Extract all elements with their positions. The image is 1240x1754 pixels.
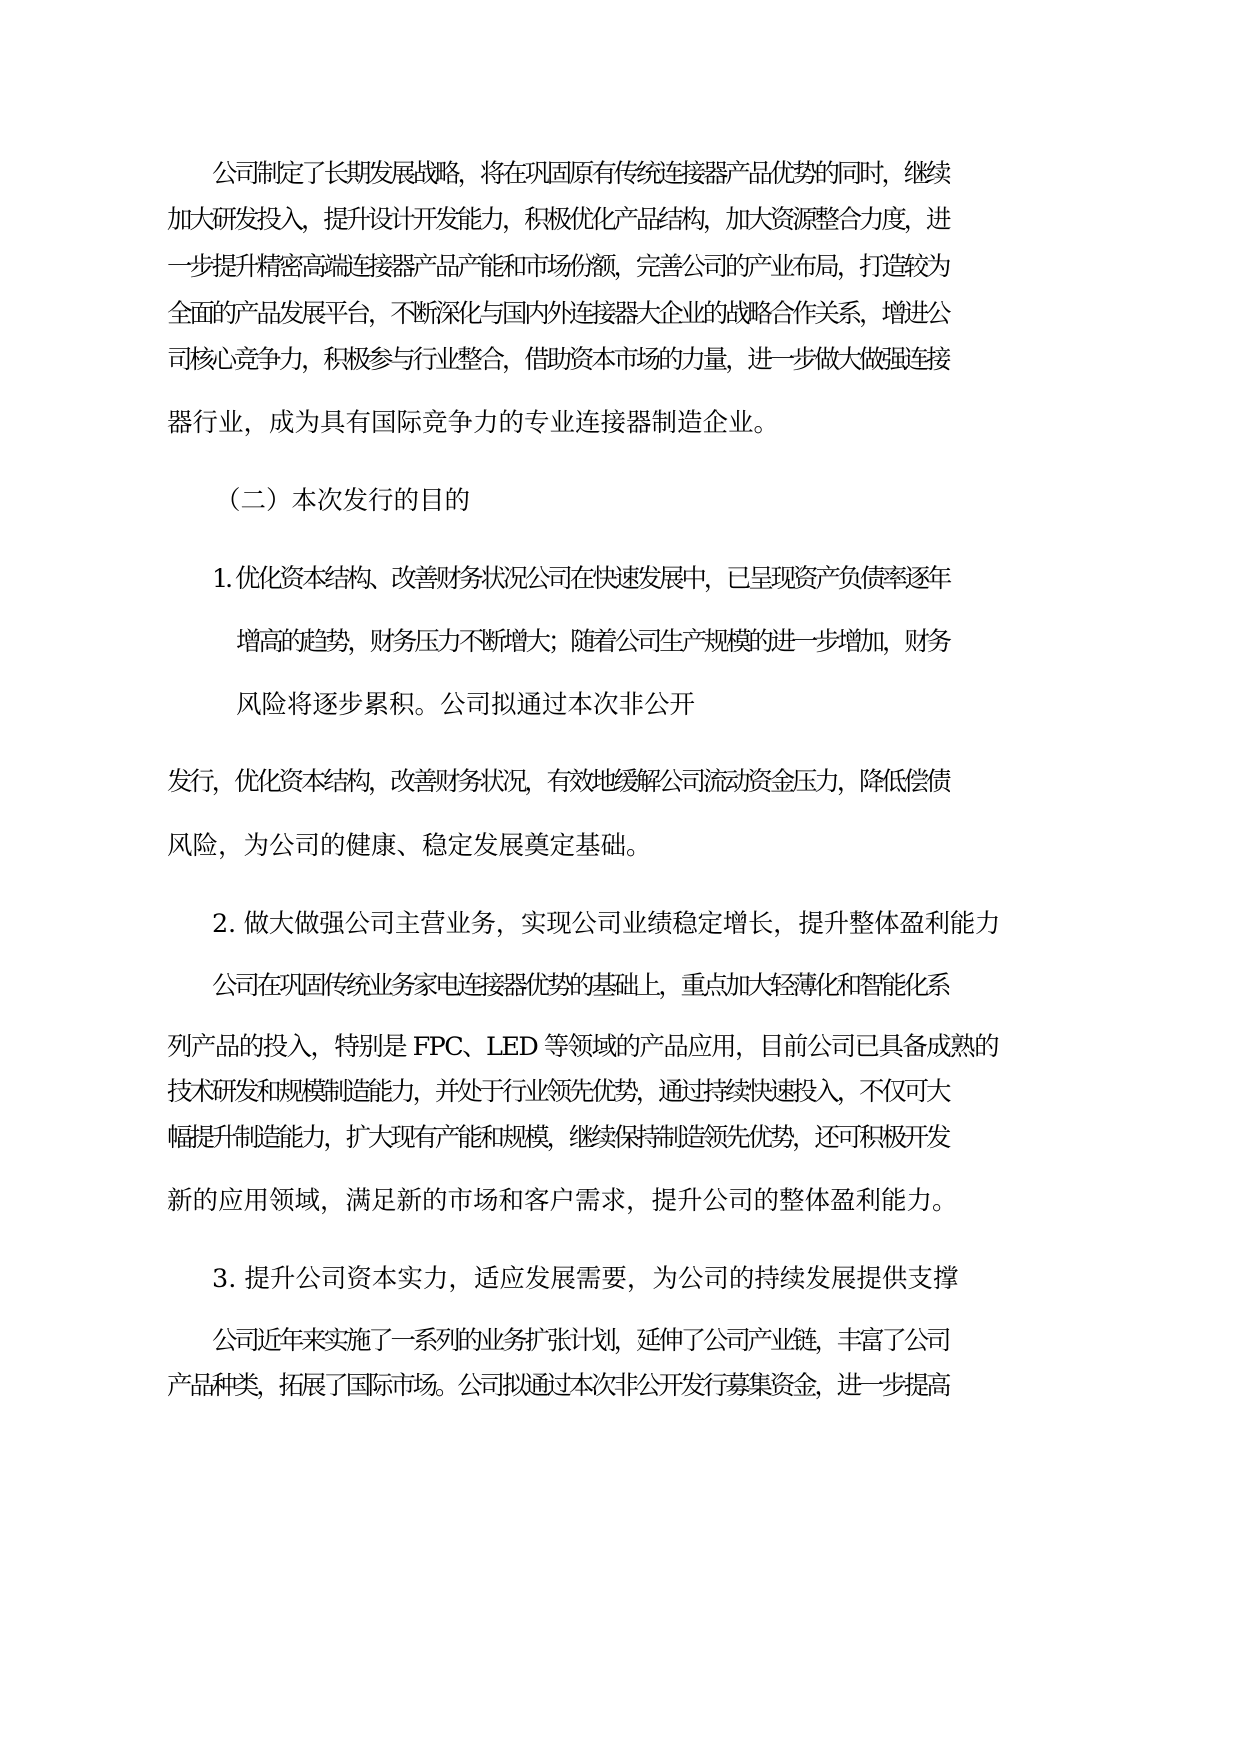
list-item-2-heading: 2. 做大做强公司主营业务，实现公司业绩稳定增长，提升整体盈利能力 bbox=[212, 909, 1001, 939]
paragraph-line: 公司近年来实施了一系列的业务扩张计划，延伸了公司产业链，丰富了公司 bbox=[212, 1326, 949, 1356]
paragraph-line: 新的应用领域，满足新的市场和客户需求，提升公司的整体盈利能力。 bbox=[167, 1186, 958, 1216]
list-item-1-line: 1. 优化资本结构、改善财务状况公司在快速发展中，已呈现资产负债率逐年 bbox=[212, 564, 950, 594]
list-item-1-line: 增高的趋势，财务压力不断增大；随着公司生产规模的进一步增加，财务 bbox=[236, 627, 949, 657]
paragraph-line: 加大研发投入，提升设计开发能力，积极优化产品结构，加大资源整合力度，进 bbox=[167, 205, 949, 235]
paragraph-line: 发行，优化资本结构，改善财务状况，有效地缓解公司流动资金压力，降低偿债 bbox=[167, 767, 949, 797]
paragraph-line: 幅提升制造能力，扩大现有产能和规模，继续保持制造领先优势，还可积极开发 bbox=[167, 1123, 949, 1153]
section-heading: （二）本次发行的目的 bbox=[215, 486, 471, 516]
paragraph-line: 产品种类，拓展了国际市场。公司拟通过本次非公开发行募集资金，进一步提高 bbox=[167, 1371, 949, 1401]
paragraph-line: 一步提升精密高端连接器产品产能和市场份额，完善公司的产业布局，打造较为 bbox=[167, 252, 949, 282]
paragraph-line: 器行业，成为具有国际竞争力的专业连接器制造企业。 bbox=[167, 408, 780, 438]
paragraph-line: 公司制定了长期发展战略，将在巩固原有传统连接器产品优势的同时，继续 bbox=[212, 159, 949, 189]
paragraph-line: 列产品的投入，特别是 FPC、LED 等领域的产品应用，目前公司已具备成熟的 bbox=[167, 1032, 998, 1062]
list-item-3-heading: 3. 提升公司资本实力，适应发展需要，为公司的持续发展提供支撑 bbox=[212, 1264, 959, 1294]
paragraph-line: 全面的产品发展平台，不断深化与国内外连接器大企业的战略合作关系，增进公 bbox=[167, 299, 949, 329]
list-item-1-line: 风险将逐步累积。公司拟通过本次非公开 bbox=[236, 690, 696, 720]
paragraph-line: 风险，为公司的健康、稳定发展奠定基础。 bbox=[167, 831, 652, 861]
paragraph-line: 技术研发和规模制造能力，并处于行业领先优势，通过持续快速投入，不仅可大 bbox=[167, 1077, 949, 1107]
paragraph-line: 公司在巩固传统业务家电连接器优势的基础上，重点加大轻薄化和智能化系 bbox=[212, 971, 949, 1001]
paragraph-line: 司核心竞争力，积极参与行业整合，借助资本市场的力量，进一步做大做强连接 bbox=[167, 345, 949, 375]
